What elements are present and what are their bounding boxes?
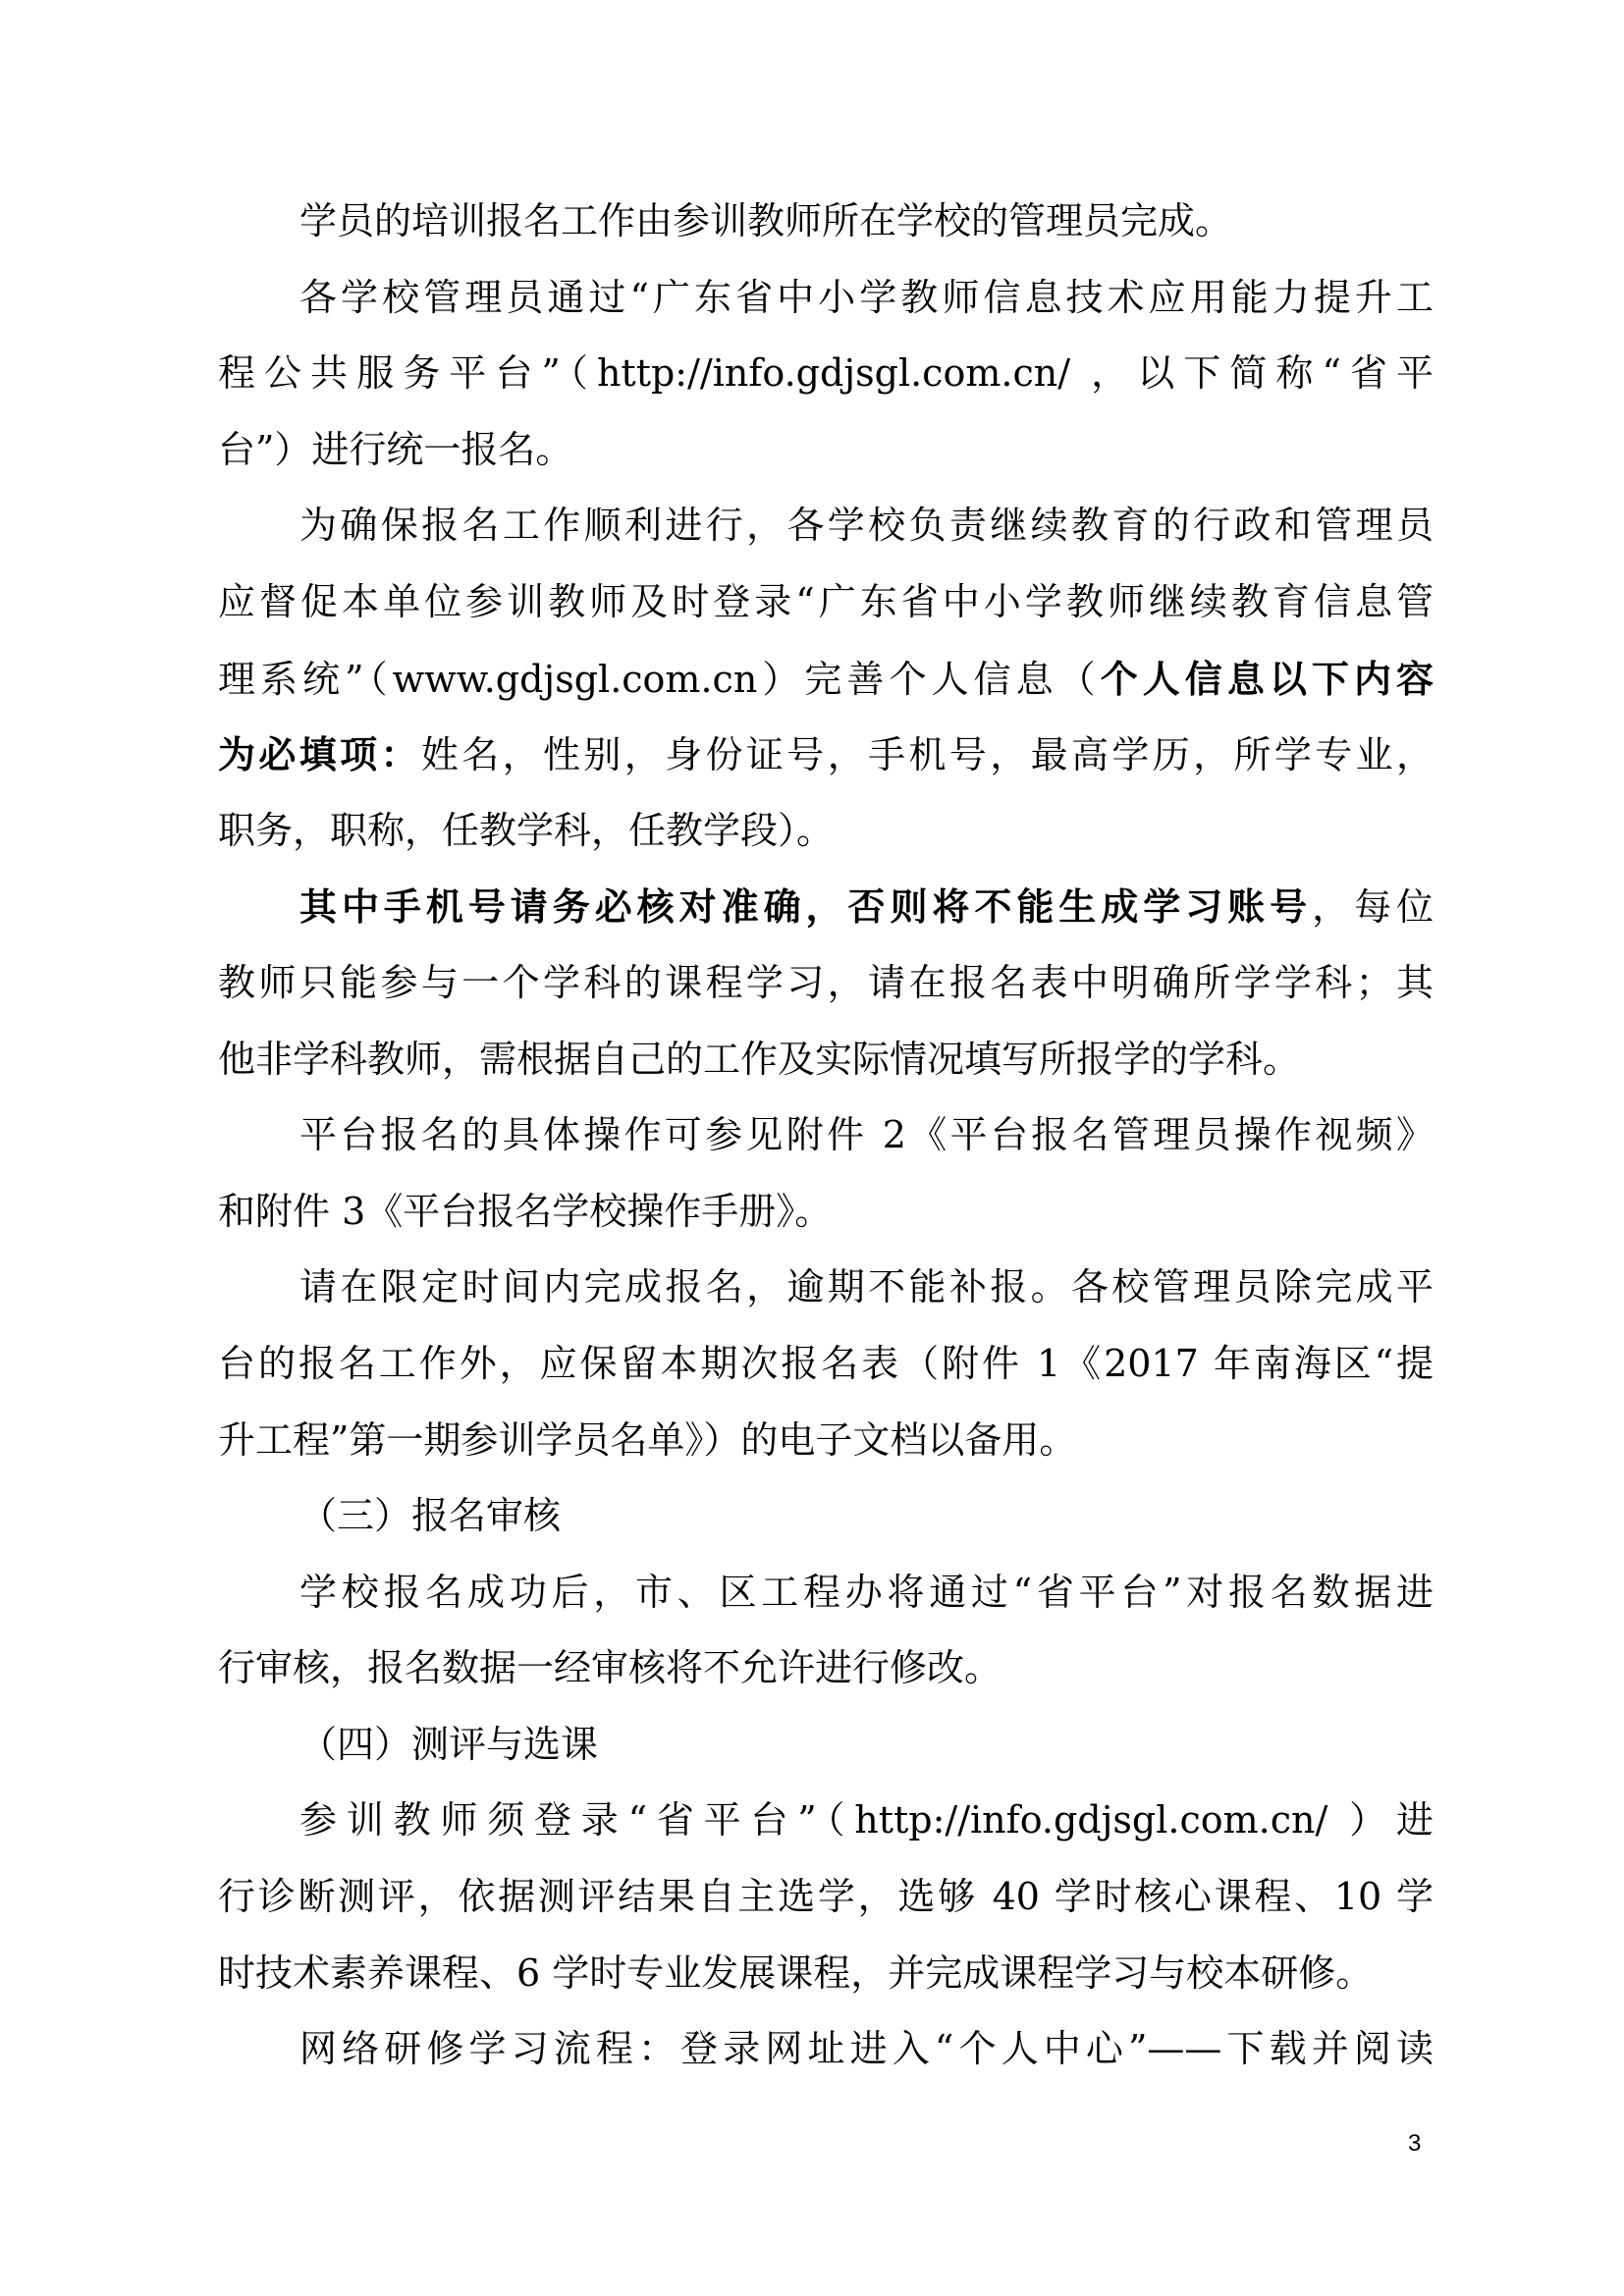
text-line [218, 260, 1434, 337]
text-segment: 应督促本单位参训教师及时登录“广东省中小学教师继续教育信息管 [218, 579, 1434, 623]
text-line [218, 1707, 1434, 1784]
paragraph [218, 1250, 1434, 1478]
paragraph [218, 488, 1434, 869]
text-segment: 平台报名的具体操作可参见附件 2《平台报名管理员操作视频》 [299, 1113, 1434, 1157]
text-segment: 行诊断测评，依据测评结果自主选学，选够 40 学时核心课程、10 学 [218, 1875, 1434, 1919]
text-segment: 为确保报名工作顺利进行，各学校负责继续教育的行政和管理员 [299, 504, 1434, 548]
paragraph [218, 2011, 1434, 2088]
text-segment: 学校报名成功后，市、区工程办将通过“省平台”对报名数据进 [299, 1570, 1434, 1614]
text-line [218, 184, 1434, 260]
text-segment: 教师只能参与一个学科的课程学习，请在报名表中明确所学学科；其 [218, 960, 1434, 1004]
text-line [218, 1403, 1434, 1479]
paragraph [218, 869, 1434, 1097]
text-segment: 他非学科教师，需根据自己的工作及实际情况填写所报学的学科。 [218, 1037, 1301, 1081]
text-line [218, 945, 1434, 1022]
text-line [218, 869, 1434, 945]
text-segment: 升工程”第一期参训学员名单》）的电子文档以备用。 [218, 1417, 1077, 1462]
bold-text: 个人信息以下内容 [1100, 656, 1434, 701]
text-line [218, 1555, 1434, 1631]
paragraph [218, 184, 1434, 260]
text-line [218, 1097, 1434, 1174]
text-line [218, 641, 1434, 718]
text-line [218, 1630, 1434, 1707]
section-heading [218, 1707, 1434, 1784]
text-line [218, 1783, 1434, 1859]
bold-text: 其中手机号请务必核对准确，否则将不能生成学习账号 [299, 884, 1313, 930]
paragraph [218, 1783, 1434, 2011]
text-line [218, 1174, 1434, 1251]
text-segment: 请在限定时间内完成报名，逾期不能补报。各校管理员除完成平 [299, 1265, 1434, 1309]
text-line [218, 1326, 1434, 1403]
paragraph [218, 1555, 1434, 1707]
paragraph [218, 1097, 1434, 1250]
text-segment: 参训教师须登录“省平台”（http://info.gdjsgl.com.cn/ ）进 [299, 1798, 1434, 1842]
text-line [218, 412, 1434, 489]
bold-text: 为必填项： [218, 732, 421, 777]
text-segment: 台的报名工作外，应保留本期次报名表（附件 1《2017 年南海区“提 [218, 1341, 1434, 1385]
text-segment: 姓名，性别，身份证号，手机号，最高学历，所学专业， [420, 733, 1434, 777]
text-line [218, 1250, 1434, 1326]
text-segment: 和附件 3《平台报名学校操作手册》。 [218, 1189, 833, 1233]
text-segment: 台”）进行统一报名。 [218, 427, 573, 471]
text-line [218, 488, 1434, 564]
text-line [218, 1859, 1434, 1936]
text-line [218, 1478, 1434, 1555]
text-segment: 职务，职称，任教学科，任教学段）。 [218, 808, 835, 852]
text-segment: 各学校管理员通过“广东省中小学教师信息技术应用能力提升工 [299, 275, 1434, 319]
paragraph [218, 260, 1434, 489]
text-segment: 行审核，报名数据一经审核将不允许进行修改。 [218, 1646, 1002, 1690]
text-line [218, 717, 1434, 793]
text-line [218, 793, 1434, 870]
document-body [218, 184, 1434, 2088]
text-line [218, 564, 1434, 641]
text-segment: 理系统”（www.gdjsgl.com.cn）完善个人信息（ [218, 657, 1101, 701]
text-segment: 程公共服务平台”（http://info.gdjsgl.com.cn/ ，以下简称“省平 [218, 351, 1434, 396]
text-line [218, 2011, 1434, 2088]
text-segment: 网络研修学习流程：登录网址进入“个人中心”——下载并阅读 [299, 2027, 1434, 2071]
text-segment: （三）报名审核 [299, 1494, 562, 1538]
text-line [218, 1022, 1434, 1098]
text-segment: 学员的培训报名工作由参训教师所在学校的管理员完成。 [299, 199, 1233, 242]
text-segment: 时技术素养课程、6 学时专业发展课程，并完成课程学习与校本研修。 [218, 1950, 1374, 1995]
page-number: 3 [1408, 2130, 1422, 2157]
text-line [218, 1936, 1434, 2012]
text-segment: ，每位 [1312, 885, 1434, 930]
text-line [218, 336, 1434, 412]
section-heading [218, 1478, 1434, 1555]
text-segment: （四）测评与选课 [299, 1722, 599, 1766]
